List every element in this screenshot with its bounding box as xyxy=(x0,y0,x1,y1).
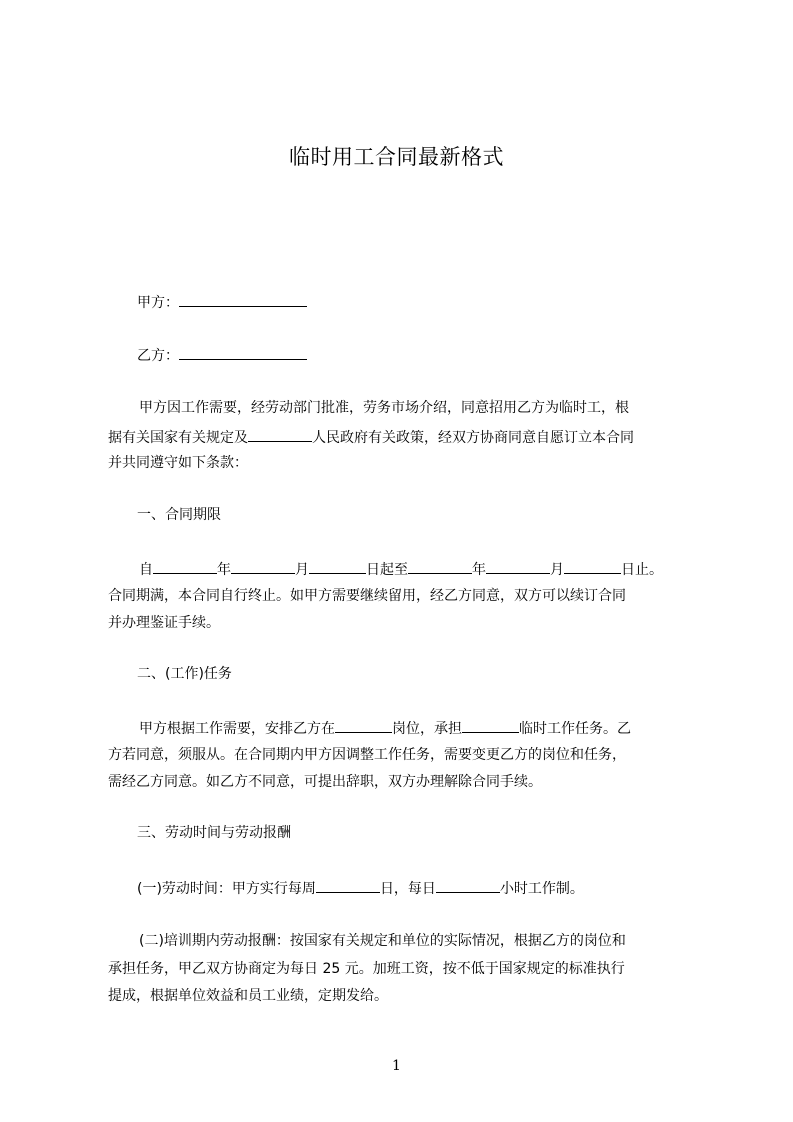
section-3-item-2-line-1: (二)培训期内劳动报酬：按国家有关规定和单位的实际情况，根据乙方的岗位和 xyxy=(139,933,626,949)
section-3-heading: 三、劳动时间与劳动报酬 xyxy=(137,825,291,841)
intro-line-2-post: 人民政府有关政策，经双方协商同意自愿订立本合同 xyxy=(312,430,634,446)
intro-line-2-pre: 据有关国家有关规定及 xyxy=(108,430,248,446)
hours-per-day-blank[interactable] xyxy=(436,877,500,893)
section-2-line-3: 需经乙方同意。如乙方不同意，可提出辞职，双方办理解除合同手续。 xyxy=(108,774,542,790)
intro-line-1: 甲方因工作需要，经劳动部门批准，劳务市场介绍，同意招用乙方为临时工，根 xyxy=(139,400,629,416)
government-blank[interactable] xyxy=(248,426,312,442)
party-a-line xyxy=(137,291,307,313)
position-blank[interactable] xyxy=(335,717,392,733)
task-temp-text: 临时工作任务。乙 xyxy=(519,721,631,737)
party-a-blank[interactable] xyxy=(179,291,307,307)
section-1-heading: 一、合同期限 xyxy=(137,507,221,523)
intro-line-3: 并共同遵守如下条款： xyxy=(108,455,248,471)
section-1-line-2: 合同期满，本合同自行终止。如甲方需要继续留用，经乙方同意，双方可以续订合同 xyxy=(108,588,626,604)
section-1-line-1 xyxy=(139,558,663,580)
start-year-blank[interactable] xyxy=(153,558,217,574)
section-3-item-2 xyxy=(108,931,700,1011)
document-title: 临时用工合同最新格式 xyxy=(289,145,504,169)
section-2-heading: 二、(工作)任务 xyxy=(137,666,232,682)
party-b-line xyxy=(137,344,307,366)
days-per-week-blank[interactable] xyxy=(316,877,380,893)
term-day-start-label: 日起至 xyxy=(366,562,408,578)
page-number: 1 xyxy=(392,1058,401,1074)
end-month-blank[interactable] xyxy=(486,558,550,574)
section-2-line-1 xyxy=(139,717,631,739)
task-blank[interactable] xyxy=(462,717,519,733)
term-month-label-1: 月 xyxy=(295,562,309,578)
term-month-label-2: 月 xyxy=(550,562,564,578)
start-day-blank[interactable] xyxy=(309,558,366,574)
end-day-blank[interactable] xyxy=(564,558,621,574)
term-year-label-2: 年 xyxy=(472,562,486,578)
party-b-label: 乙方： xyxy=(137,348,179,364)
section-3-item-1 xyxy=(137,877,584,899)
end-year-blank[interactable] xyxy=(408,558,472,574)
section-2-line-2: 方若同意，须服从。在合同期内甲方因调整工作任务，需要变更乙方的岗位和任务， xyxy=(108,747,626,763)
working-day-text: 日，每日 xyxy=(379,881,436,897)
section-3-item-2-line-3: 提成，根据单位效益和员工业绩，定期发给。 xyxy=(108,988,388,1004)
section-3-item-2-line-2: 承担任务，甲乙双方协商定为每日 25 元。加班工资，按不低于国家规定的标准执行 xyxy=(108,961,625,977)
intro-line-2 xyxy=(108,426,634,448)
task-position-text: 岗位，承担 xyxy=(392,721,462,737)
section-1-line-3: 并办理鉴证手续。 xyxy=(108,615,220,631)
task-intro-text: 甲方根据工作需要，安排乙方在 xyxy=(139,721,335,737)
term-from-label: 自 xyxy=(139,562,153,578)
working-hours-system-text: 小时工作制。 xyxy=(499,881,584,897)
working-hours-text: (一)劳动时间：甲方实行每周 xyxy=(137,881,316,897)
start-month-blank[interactable] xyxy=(231,558,295,574)
term-day-end-label: 日止。 xyxy=(621,562,663,578)
party-b-blank[interactable] xyxy=(179,344,307,360)
term-year-label-1: 年 xyxy=(217,562,231,578)
party-a-label: 甲方： xyxy=(137,295,179,311)
